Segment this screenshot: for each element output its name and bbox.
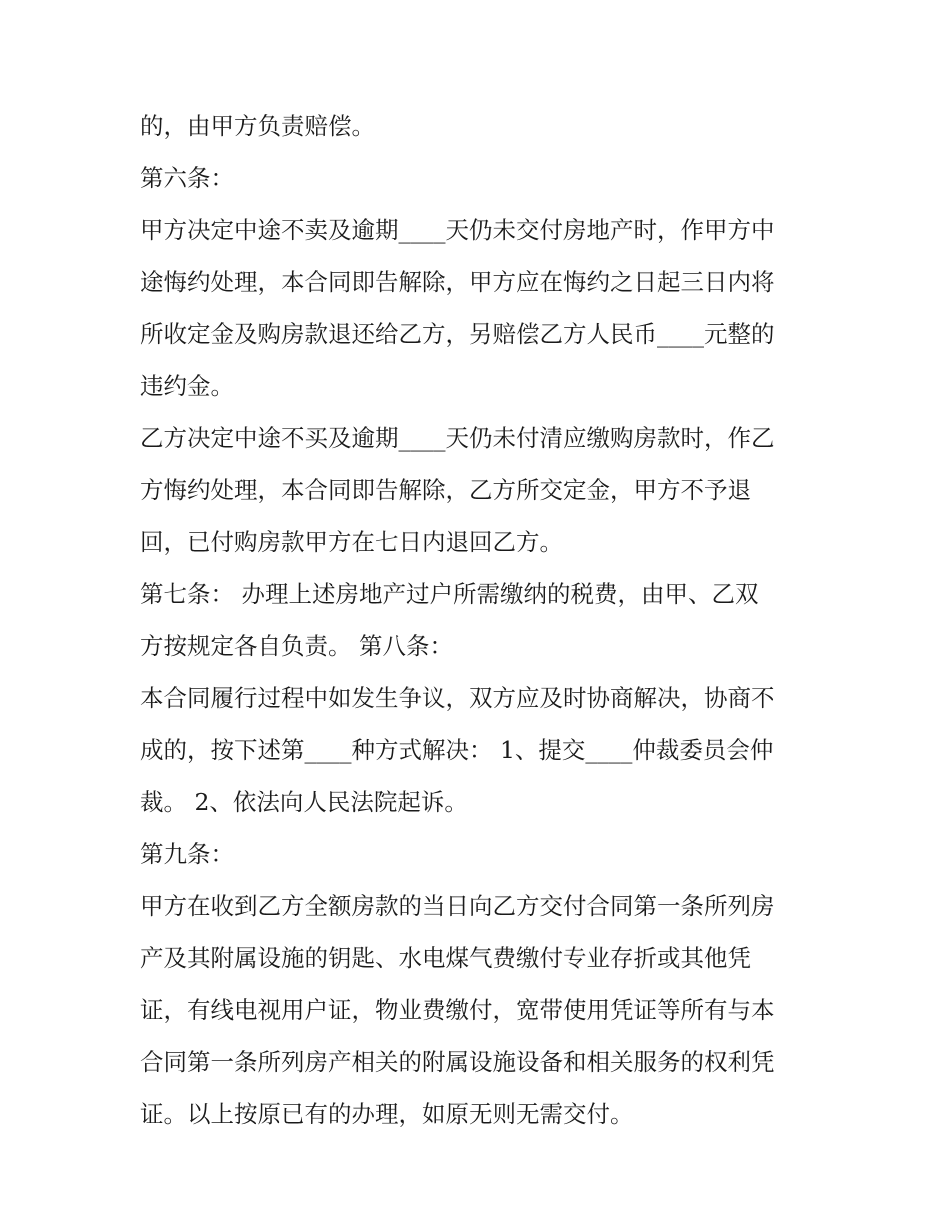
text-line: 违约金。: [140, 372, 234, 400]
document-body: [140, 100, 830, 1140]
text-line: 合同第一条所列房产相关的附属设施设备和相关服务的权利凭: [140, 1048, 775, 1076]
text-line: 乙方决定中途不买及逾期____天仍未付清应缴购房款时，作乙: [140, 424, 775, 452]
text-line: 途悔约处理，本合同即告解除，甲方应在悔约之日起三日内将: [140, 268, 775, 296]
text-line: 甲方决定中途不卖及逾期____天仍未交付房地产时，作甲方中: [140, 216, 775, 244]
text-line: 甲方在收到乙方全额房款的当日向乙方交付合同第一条所列房: [140, 892, 775, 920]
text-line: 证，有线电视用户证，物业费缴付，宽带使用凭证等所有与本: [140, 996, 775, 1024]
text-line: 方按规定各自负责。 第八条：: [140, 632, 453, 660]
text-line: 裁。 2、依法向人民法院起诉。: [140, 788, 468, 816]
text-line: 的，由甲方负责赔偿。: [140, 112, 375, 140]
article-heading-6: 第六条：: [140, 164, 234, 192]
text-line: 证。以上按原已有的办理，如原无则无需交付。: [140, 1100, 634, 1128]
article-heading-9: 第九条：: [140, 840, 234, 868]
article-heading-7: 第七条： 办理上述房地产过户所需缴纳的税费，由甲、乙双: [140, 580, 759, 608]
text-line: 产及其附属设施的钥匙、水电煤气费缴付专业存折或其他凭: [140, 944, 751, 972]
text-line: 所收定金及购房款退还给乙方，另赔偿乙方人民币____元整的: [140, 320, 775, 348]
text-line: 成的，按下述第____种方式解决： 1、提交____仲裁委员会仲: [140, 736, 774, 764]
text-line: 方悔约处理，本合同即告解除，乙方所交定金，甲方不予退: [140, 476, 751, 504]
text-line: 回，已付购房款甲方在七日内退回乙方。: [140, 528, 563, 556]
text-line: 本合同履行过程中如发生争议，双方应及时协商解决，协商不: [140, 684, 775, 712]
